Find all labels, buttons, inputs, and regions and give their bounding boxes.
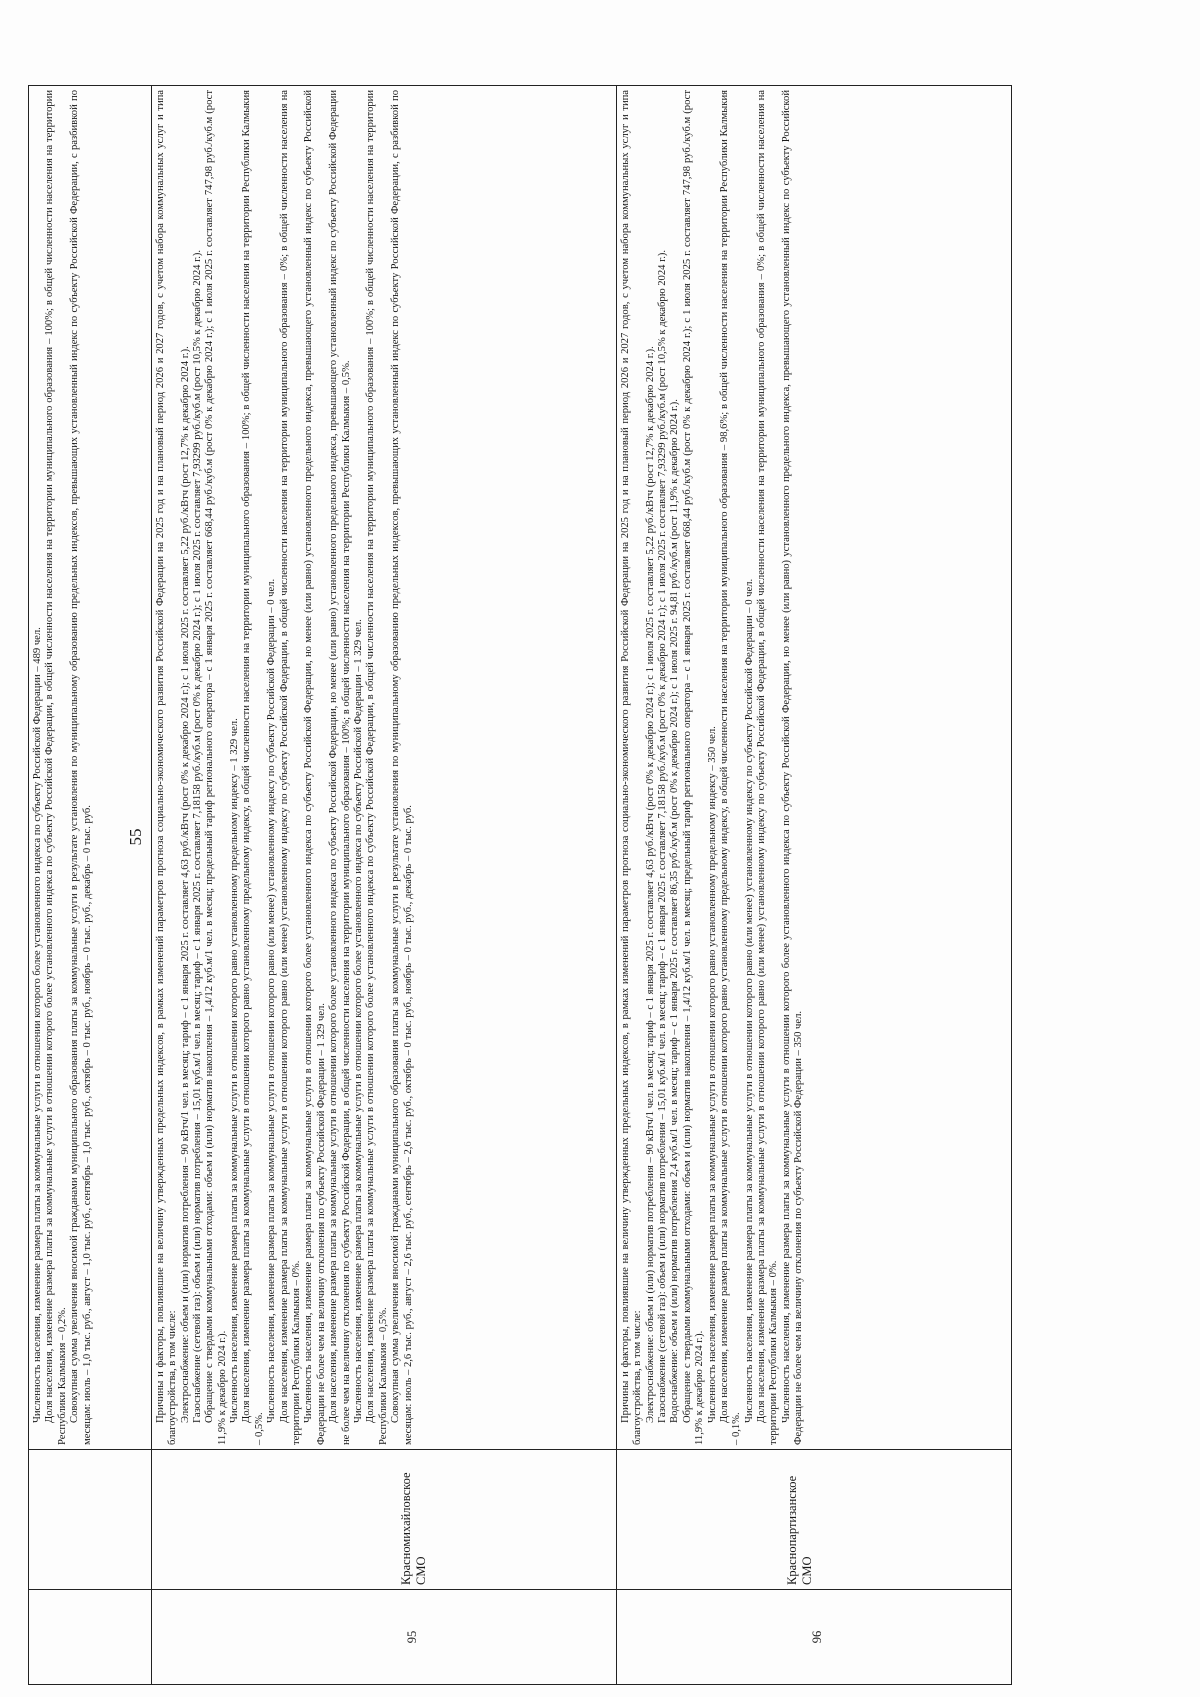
paragraph: Причины и факторы, повлиявшие на величину утвержденных предельных индексов, в рамках изменений параметров прогноза социально-экономического развития Российской Федерации на 2025 год и на плановый период 2026 и 2027 годов, с учетом набора коммунальных услуг и типа благоустройства, в том числе: <box>619 90 644 1445</box>
page-number: 55 <box>126 828 145 846</box>
paragraph: Водоснабжение: объем и (или) норматив потребления 2,4 куб.м/1 чел. в месяц; тариф – с 1 января 2025 г. составляет 86,35 руб./куб.м (рост 0% к декабрю 2024 г.); с 1 июля 2025 г. 94,81 руб./куб.м (рост 11,9% к декабрю 2024 г.). <box>669 399 681 1423</box>
row-description-cell <box>29 86 151 1449</box>
paragraph: Обращение с твердыми коммунальными отходами: объем и (или) норматив накопления – 1,4/12 куб.м/1 чел. в месяц; предельный тариф регионального оператора – с 1 января 2025 г. составляет 668,44 руб./куб.м (рост 0% к декабрю 2024 г.); с 1 июля 2025 г. составляет 747,98 руб./куб.м (рост 11,9% к декабрю 2024 г.). <box>204 90 228 1445</box>
row-number: 95 <box>404 1630 419 1644</box>
paragraph: Электроснабжение: объем и (или) норматив потребления – 90 кВтч/1 чел. в месяц; тариф – с 1 января 2025 г. составляет 4,63 руб./кВтч (рост 0% к декабрю 2024 г.); с 1 июля 2025 г. составляет 5,22 руб./кВтч (рост 12,7% к декабрю 2024 г.). <box>644 346 656 1423</box>
municipality-name: Краснопартизанское СМО <box>784 1475 815 1585</box>
paragraph: Численность населения, изменение размера платы за коммунальные услуги в отношении которого более установленного индекса по субъекту Российской Федерации, но менее (или равно) установленного предельного индекса, превышающего установленный индекс по субъекту Российской Федерации не более чем на величину отклонения по субъекту Российской Федерации – 1 329 чел. <box>303 90 327 1445</box>
row-number-cell <box>29 1589 151 1684</box>
municipality-name: Красномихайловское СМО <box>398 1472 429 1585</box>
paragraph: Доля населения, изменение размера платы за коммунальные услуги в отношении которого равно установленному предельному индексу, в общей численности населения на территории муниципального образования – 100%; в общей численности населения на территории Республики Калмыкия – 0,5%. <box>241 90 265 1445</box>
paragraph: Совокупная сумма увеличения вносимой гражданами муниципального образования платы за коммунальные услуги в результате установления по муниципальному образованию предельных индексов, превышающих установленный индекс по субъекту Российской Федерации, с разбивкой по месяцам: июль – 2,6 тыс. руб., август – 2,6 тыс. руб., сентябрь – 2,6 тыс. руб., октябрь – 0 тыс. руб., ноябрь – 0 тыс. руб., декабрь – 0 тыс. руб. <box>390 90 414 1445</box>
paragraph: Численность населения, изменение размера платы за коммунальные услуги в отношении которого более установленного индекса по субъекту Российской Федерации – 489 чел. <box>32 627 43 1423</box>
paragraph: Доля населения, изменение размера платы за коммунальные услуги в отношении которого более установленного индекса по субъекту Российской Федерации, в общей численности населения на территории муниципального образования – 100%; в общей численности населения на территории Республики Калмыкия – 0,2%. <box>44 90 68 1445</box>
paragraph: Численность населения, изменение размера платы за коммунальные услуги в отношении которого равно (или менее) установленному индексу по субъекту Российской Федерации – 0 чел. <box>743 578 755 1423</box>
municipality-name-cell <box>152 1449 616 1589</box>
row-description-cell <box>617 86 1011 1449</box>
row-number: 96 <box>809 1630 824 1644</box>
table-row-continued <box>29 86 152 1684</box>
row-description-cell <box>152 86 616 1449</box>
paragraph: Газоснабжение (сетевой газ): объем и (или) норматив потребления – 15,01 куб.м/1 чел. в месяц; тариф – с 1 января 2025 г. составляет 7,18158 руб./куб.м (рост 0% к декабрю 2024 г.); с 1 июля 2025 г. составляет 7,93299 руб./куб.м (рост 10,5% к декабрю 2024 г.). <box>656 249 668 1423</box>
paragraph: Доля населения, изменение размера платы за коммунальные услуги в отношении которого более установленного индекса по субъекту Российской Федерации, в общей численности населения на территории муниципального образования – 100%; в общей численности населения на территории Республики Калмыкия – 0,5%. <box>365 90 389 1445</box>
row-number-cell <box>617 1589 1011 1684</box>
paragraph: Доля населения, изменение размера платы за коммунальные услуги в отношении которого равно (или менее) установленному индексу по субъекту Российской Федерации, в общей численности населения на территории муниципального образования – 0%; в общей численности населения на территории Республики Калмыкия – 0%. <box>278 90 303 1445</box>
indices-table <box>28 85 1012 1685</box>
paragraph: Численность населения, изменение размера платы за коммунальные услуги в отношении которого более установленного индекса по субъекту Российской Федерации – 1 329 чел. <box>353 619 364 1423</box>
row-number-cell <box>152 1589 616 1684</box>
paragraph: Совокупная сумма увеличения вносимой гражданами муниципального образования платы за коммунальные услуги в результате установления по муниципальному образованию предельных индексов, превышающих установленный индекс по субъекту Российской Федерации, с разбивкой по месяцам: июль – 1,0 тыс. руб., август – 1,0 тыс. руб., сентябрь – 1,0 тыс. руб., октябрь – 0 тыс. руб., ноябрь – 0 тыс. руб., декабрь – 0 тыс. руб. <box>69 90 93 1445</box>
paragraph: Доля населения, изменение размера платы за коммунальные услуги в отношении которого равно (или менее) установленному индексу по субъекту Российской Федерации, в общей численности населения на территории муниципального образования – 0%; в общей численности населения на территории Республики Калмыкия – 0%. <box>756 90 780 1445</box>
paragraph: Доля населения, изменение размера платы за коммунальные услуги в отношении которого равно установленному предельному индексу, в общей численности населения на территории муниципального образования – 98,6%; в общей численности населения на территории Республики Калмыкия – 0,1%. <box>718 90 743 1445</box>
table-row-96 <box>617 86 1011 1684</box>
paragraph: Обращение с твердыми коммунальными отходами: объем и (или) норматив накопления – 1,4/12 куб.м/1 чел. в месяц; предельный тариф регионального оператора – с 1 января 2025 г. составляет 668,44 руб./куб.м (рост 0% к декабрю 2024 г.); с 1 июля 2025 г. составляет 747,98 руб./куб.м (рост 11,9% к декабрю 2024 г.). <box>681 90 706 1445</box>
paragraph: Численность населения, изменение размера платы за коммунальные услуги в отношении которого более установленного индекса по субъекту Российской Федерации, но менее (или равно) установленного предельного индекса, превышающего установленный индекс по субъекту Российской Федерации не более чем на величину отклонения по субъекту Российской Федерации – 350 чел. <box>780 90 805 1445</box>
paragraph: Доля населения, изменение размера платы за коммунальные услуги в отношении которого более установленного индекса по субъекту Российской Федерации, но менее (или равно) установленного предельного индекса, превышающего установленный индекс по субъекту Российской Федерации не более чем на величину отклонения по субъекту Российской Федерации, в общей численности населения на территории муниципального образования – 100%; в общей численности населения на территории Республики Калмыкия – 0,5%. <box>328 90 352 1445</box>
paragraph: Численность населения, изменение размера платы за коммунальные услуги в отношении которого равно установленному предельному индексу – 350 чел. <box>706 726 718 1423</box>
paragraph: Причины и факторы, повлиявшие на величину утвержденных предельных индексов, в рамках изменений параметров прогноза социально-экономического развития Российской Федерации на 2025 год и на плановый период 2026 и 2027 годов, с учетом набора коммунальных услуг и типа благоустройства, в том числе: <box>154 90 179 1445</box>
table-row-95 <box>152 86 617 1684</box>
paragraph: Электроснабжение: объем и (или) норматив потребления – 90 кВтч/1 чел. в месяц; тариф – с 1 января 2025 г. составляет 4,63 руб./кВтч (рост 0% к декабрю 2024 г.); с 1 июля 2025 г. составляет 5,22 руб./кВтч (рост 12,7% к декабрю 2024 г.). <box>179 346 191 1423</box>
municipality-name-cell <box>617 1449 1011 1589</box>
paragraph: Численность населения, изменение размера платы за коммунальные услуги в отношении которого равно установленному предельному индексу – 1 329 чел. <box>229 718 241 1423</box>
paragraph: Численность населения, изменение размера платы за коммунальные услуги в отношении которого равно (или менее) установленному индексу по субъекту Российской Федерации – 0 чел. <box>266 578 278 1423</box>
municipality-name-cell <box>29 1449 151 1589</box>
paragraph: Газоснабжение (сетевой газ): объем и (или) норматив потребления – 15,01 куб.м/1 чел. в месяц; тариф – с 1 января 2025 г. составляет 7,18158 руб./куб.м (рост 0% к декабрю 2024 г.); с 1 июля 2025 г. составляет 7,93299 руб./куб.м (рост 10,5% к декабрю 2024 г.). <box>191 249 203 1423</box>
